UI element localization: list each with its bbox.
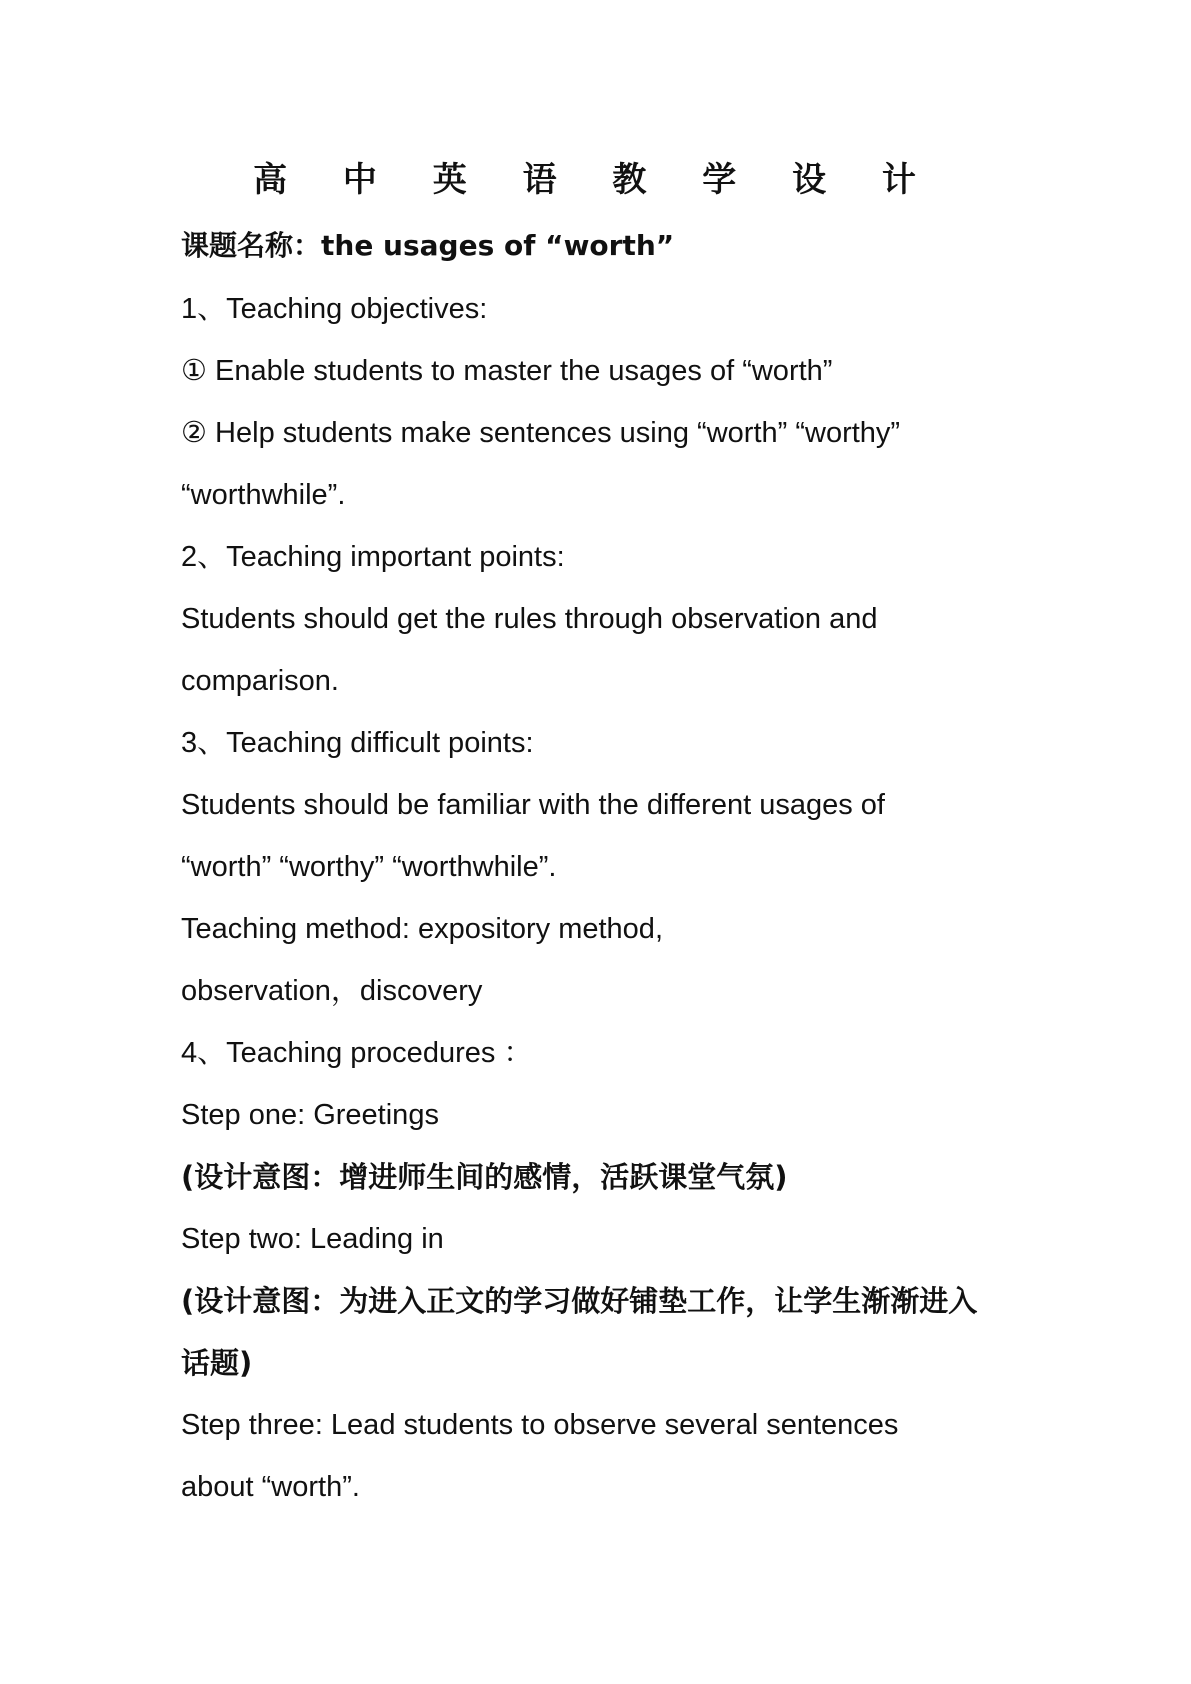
step-two: Step two: Leading in [181, 1223, 444, 1255]
objective-2: ② Help students make sentences using “worth” “worthy” [181, 417, 901, 449]
objective-1: ① Enable students to master the usages of “worth” [181, 355, 833, 387]
objectives-heading: 1、Teaching objectives: [181, 293, 488, 325]
objective-2-continued: “worthwhile”. [181, 479, 346, 511]
step-two-intent-continued: 话题) [181, 1346, 253, 1380]
important-points-text-continued: comparison. [181, 665, 339, 697]
teaching-method: Teaching method: expository method, [181, 913, 663, 945]
step-two-intent: (设计意图：为进入正文的学习做好铺垫工作，让学生渐渐进入 [181, 1284, 978, 1318]
page-title: 高 中 英 语 教 学 设 计 [253, 160, 938, 200]
important-points-text: Students should get the rules through observation and [181, 603, 878, 635]
difficult-points-text-continued: “worth” “worthy” “worthwhile”. [181, 851, 557, 883]
important-points-heading: 2、Teaching important points: [181, 541, 565, 573]
step-one-intent: (设计意图：增进师生间的感情，活跃课堂气氛) [181, 1160, 788, 1194]
procedures-heading: 4、Teaching procedures ： [181, 1037, 533, 1069]
difficult-points-text: Students should be familiar with the different usages of [181, 789, 885, 821]
topic-line: 课题名称：the usages of “worth” [181, 229, 675, 262]
teaching-method-continued: observation，discovery [181, 975, 483, 1007]
step-one: Step one: Greetings [181, 1099, 439, 1131]
step-three: Step three: Lead students to observe several sentences [181, 1409, 899, 1441]
step-three-continued: about “worth”. [181, 1471, 360, 1503]
difficult-points-heading: 3、Teaching difficult points: [181, 727, 534, 759]
